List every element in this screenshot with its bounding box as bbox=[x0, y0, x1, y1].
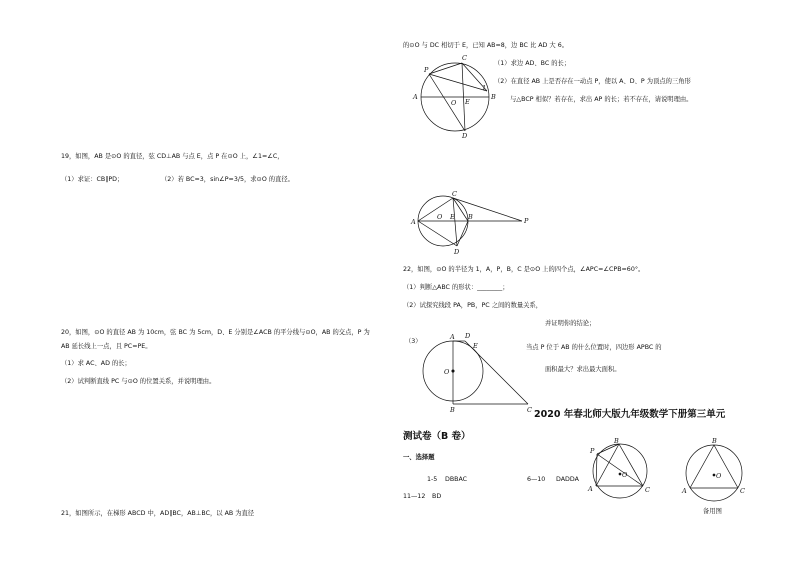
answer-label-6-10: 6—10 bbox=[527, 476, 546, 483]
q22-part3b: 面积最大？求出最大面积。 bbox=[545, 366, 621, 373]
q19-part2: （2）若 BC=3，sin∠P=3/5，求⊙O 的直径。 bbox=[161, 176, 294, 183]
q22-part2-cont: 并证明你的结论； bbox=[545, 320, 596, 327]
fig22b-center-dot bbox=[713, 474, 715, 476]
fig20-line-ad bbox=[418, 221, 457, 246]
fig22-center-dot bbox=[619, 473, 621, 475]
fig20-label-e: E bbox=[450, 213, 455, 221]
q21-stem-cont: 的⊙O 与 DC 相切于 E，已知 AB=8，边 BC 比 AD 大 6。 bbox=[403, 42, 569, 49]
fig22-label-b: B bbox=[614, 437, 619, 445]
fig21b-label-a: A bbox=[450, 333, 455, 341]
fig19-label-c: C bbox=[462, 54, 467, 62]
fig22b-label-b: B bbox=[712, 437, 717, 445]
fig20-label-b: B bbox=[468, 213, 473, 221]
fig20-label-d: D bbox=[454, 248, 460, 256]
fig20-label-a: A bbox=[411, 218, 416, 226]
q19-stem: 19，如图，AB 是⊙O 的直径，弦 CD⊥AB 与点 E，点 P 在⊙O 上，∠1=∠C， bbox=[61, 153, 284, 160]
fig21b-center-dot bbox=[452, 370, 454, 372]
answer-label-1-5: 1-5 bbox=[427, 476, 438, 483]
backup-figure-caption: 备用图 bbox=[703, 508, 722, 515]
fig22-label-o: O bbox=[622, 471, 628, 479]
figure-q21-trapezoid bbox=[410, 330, 535, 414]
fig21b-label-d: D bbox=[465, 332, 471, 340]
fig20-line-ac bbox=[418, 198, 453, 221]
fig19-label-b: B bbox=[491, 93, 496, 101]
q22-stem: 22，如图，⊙O 的半径为 1，A，P，B，C 是⊙O 上的四个点，∠APC=∠CPB=60°。 bbox=[403, 266, 645, 273]
figure-q21 bbox=[410, 54, 500, 140]
fig20-line-db bbox=[457, 221, 468, 246]
fig21b-line-dc bbox=[465, 341, 528, 404]
section-heading: 一、选择题 bbox=[403, 454, 435, 461]
answer-6-10: DADDA bbox=[556, 476, 579, 483]
fig22-line-ab bbox=[596, 444, 619, 486]
fig20-label-o: O bbox=[437, 213, 443, 221]
fig19-label-p: P bbox=[424, 66, 429, 74]
fig21b-label-e: E bbox=[473, 342, 478, 350]
fig22-label-c: C bbox=[645, 486, 650, 494]
q19-part1: （1）求证：CB∥PD； bbox=[61, 176, 124, 183]
fig22b-circle bbox=[686, 445, 742, 501]
q20-stem-cont: AB 延长线上一点，且 PC=PE。 bbox=[61, 343, 152, 350]
fig19-label-o: O bbox=[451, 99, 457, 107]
fig21b-label-c: C bbox=[527, 406, 532, 414]
q21-part2: （2）在直径 AB 上是否存在一动点 P，使以 A、D、P 为顶点的三角形 bbox=[494, 78, 691, 85]
fig22-label-a: A bbox=[588, 485, 593, 493]
q21-stem: 21，如图所示，在梯形 ABCD 中，AD∥BC，AB⊥BC，以 AB 为直径 bbox=[61, 510, 255, 517]
q21-part2-cont: 与△BCP 相似？若存在，求出 AP 的长；若不存在，请说明理由。 bbox=[510, 96, 693, 103]
fig22-label-p: P bbox=[590, 447, 595, 455]
fig21-line-pe bbox=[429, 74, 465, 131]
fig22b-label-o: O bbox=[716, 472, 722, 480]
fig20-line-cd bbox=[453, 198, 457, 246]
fig22-line-bc bbox=[619, 444, 643, 486]
fig19-label-d: D bbox=[462, 132, 468, 140]
fig21b-label-b: B bbox=[450, 406, 455, 414]
q20-part2: （2）试判断直线 PC 与⊙O 的位置关系，并说明理由。 bbox=[61, 378, 216, 385]
page-title-line2: 测试卷（B 卷） bbox=[403, 431, 471, 442]
fig20-label-p: P bbox=[524, 217, 529, 225]
fig20-line-cp bbox=[453, 198, 522, 221]
figure-q22 bbox=[584, 437, 656, 502]
figure-q20 bbox=[408, 192, 538, 256]
fig19-label-1: 1 bbox=[482, 84, 487, 92]
fig22-line-pb bbox=[597, 444, 619, 454]
q20-stem: 20，如图，⊙O 的直径 AB 为 10cm，弦 BC 为 5cm，D、E 分别是∠ACB 的平分线与⊙O，AB 的交点，P 为 bbox=[61, 329, 370, 336]
q20-part1: （1）求 AC、AD 的长； bbox=[61, 360, 131, 367]
fig20-line-cb bbox=[453, 198, 468, 221]
fig22b-line-bc bbox=[714, 445, 738, 488]
fig21b-label-o: O bbox=[444, 368, 450, 376]
q22-part3a: 当点 P 位于 AB 的什么位置时，四边形 APBC 的 bbox=[526, 344, 662, 351]
answer-11-12: BD bbox=[432, 493, 442, 500]
answer-label-11-12: 11—12 bbox=[403, 493, 426, 500]
fig19-label-e: E bbox=[465, 98, 470, 106]
fig22b-label-a: A bbox=[682, 487, 687, 495]
fig22-line-pc bbox=[597, 454, 643, 486]
answer-1-5: DBBAC bbox=[445, 476, 468, 483]
fig20-label-c: C bbox=[452, 190, 457, 198]
figure-q22-backup bbox=[676, 437, 752, 504]
fig22b-label-c: C bbox=[740, 487, 745, 495]
q21-part1: （1）求边 AD、BC 的长； bbox=[494, 60, 571, 67]
q22-part2: （2）试探究线段 PA，PB，PC 之间的数量关系， bbox=[403, 302, 543, 309]
page-title-line1: 2020 年春北师大版九年级数学下册第三单元 bbox=[534, 409, 726, 420]
fig22b-line-ab bbox=[690, 445, 714, 488]
fig19-label-a: A bbox=[413, 93, 418, 101]
q22-part1: （1）判断△ABC 的形状：________； bbox=[403, 284, 509, 291]
q22-part3-label: （3） bbox=[405, 338, 422, 345]
fig21-line-pb bbox=[429, 74, 487, 91]
